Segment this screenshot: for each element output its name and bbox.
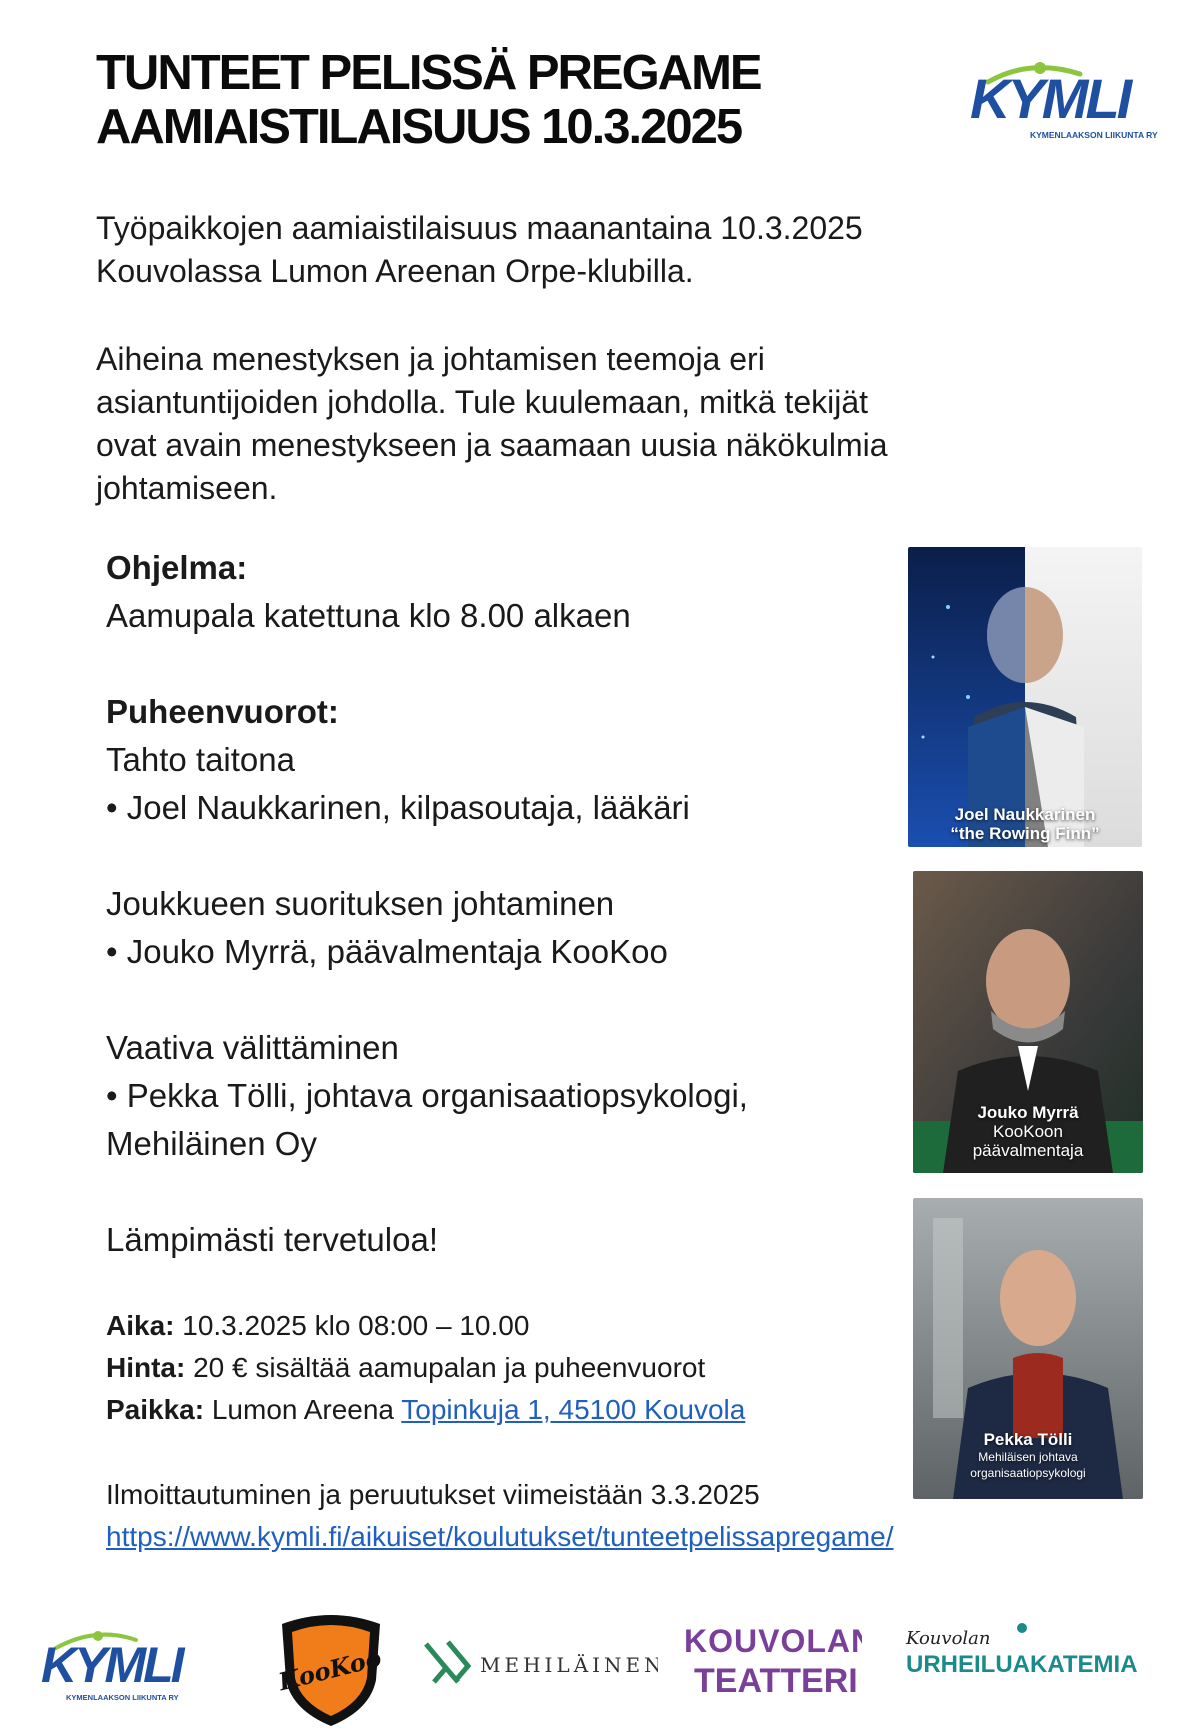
program-section bbox=[106, 544, 886, 1264]
address-link[interactable]: Topinkuja 1, 45100 Kouvola bbox=[401, 1394, 746, 1425]
footer-mehilainen-logo bbox=[418, 1632, 658, 1692]
title-line-2: AAMIAISTILAISUUS 10.3.2025 bbox=[96, 100, 742, 154]
welcome-text: Lämpimästi tervetuloa! bbox=[106, 1221, 438, 1258]
talk3-speaker: • Pekka Tölli, johtava organisaatiopsykologi, bbox=[106, 1077, 748, 1114]
pekka-caption-sub1: Mehiläisen johtava bbox=[978, 1450, 1078, 1464]
place-row bbox=[106, 1389, 906, 1431]
photo-pekka-tolli bbox=[913, 1198, 1143, 1499]
akatemia-graphic bbox=[900, 1620, 1160, 1690]
footer-kymli-word: KYMLI bbox=[41, 1637, 182, 1693]
kymli-logo bbox=[960, 52, 1180, 152]
footer-kymli-graphic bbox=[36, 1620, 226, 1710]
time-label: Aika: bbox=[106, 1310, 175, 1341]
price-value: 20 € sisältää aamupalan ja puheenvuorot bbox=[185, 1352, 706, 1383]
intro-line: Aiheina menestyksen ja johtamisen teemoja eri bbox=[96, 341, 765, 377]
footer-kouvolan-teatteri-logo bbox=[682, 1618, 862, 1708]
kookoo-shield-graphic bbox=[272, 1610, 390, 1728]
event-info bbox=[106, 1305, 906, 1431]
jouko-caption-sub2: päävalmentaja bbox=[972, 1141, 1084, 1160]
intro-paragraph-2 bbox=[96, 338, 1016, 510]
intro-paragraph-1 bbox=[96, 207, 1016, 293]
footer-urheiluakatemia-logo bbox=[900, 1620, 1160, 1690]
intro-line: ovat avain menestykseen ja saamaan uusia näkökulmia bbox=[96, 427, 888, 463]
teatteri-line1: KOUVOLAN bbox=[684, 1623, 862, 1659]
talk2-title: Joukkueen suorituksen johtaminen bbox=[106, 885, 615, 922]
akatemia-line1: Kouvolan bbox=[906, 1628, 991, 1649]
talk1-speaker: • Joel Naukkarinen, kilpasoutaja, lääkäri bbox=[106, 789, 690, 826]
joel-caption-name: Joel Naukkarinen bbox=[954, 805, 1096, 824]
program-breakfast: Aamupala katettuna klo 8.00 alkaen bbox=[106, 597, 631, 634]
page-title bbox=[96, 46, 856, 154]
talk1-title: Tahto taitona bbox=[106, 741, 295, 778]
intro-line: johtamiseen. bbox=[96, 470, 278, 506]
jouko-caption-sub1: KooKoon bbox=[993, 1122, 1063, 1141]
intro-line: Kouvolassa Lumon Areenan Orpe-klubilla. bbox=[96, 253, 694, 289]
mehilainen-graphic bbox=[418, 1632, 658, 1692]
joel-caption-sub: “the Rowing Finn” bbox=[950, 824, 1100, 843]
place-label: Paikka: bbox=[106, 1394, 205, 1425]
footer-kymli-tagline: KYMENLAAKSON LIIKUNTA RY bbox=[66, 1693, 179, 1702]
footer-kymli-logo bbox=[36, 1620, 226, 1710]
footer-kookoo-logo bbox=[272, 1610, 390, 1728]
talk2-speaker: • Jouko Myrrä, päävalmentaja KooKoo bbox=[106, 933, 668, 970]
teatteri-graphic bbox=[682, 1618, 862, 1708]
photo-joel-naukkarinen bbox=[908, 547, 1142, 847]
kymli-logo-word: KYMLI bbox=[970, 67, 1130, 130]
pekka-caption-name: Pekka Tölli bbox=[983, 1430, 1073, 1449]
kymli-logo-tagline: KYMENLAAKSON LIIKUNTA RY bbox=[1030, 130, 1158, 140]
teatteri-line2: TEATTERI bbox=[694, 1662, 858, 1700]
kymli-logo-graphic bbox=[960, 52, 1180, 152]
price-row bbox=[106, 1347, 906, 1389]
talk3-title: Vaativa välittäminen bbox=[106, 1029, 399, 1066]
price-label: Hinta: bbox=[106, 1352, 186, 1383]
registration-text: Ilmoittautuminen ja peruutukset viimeistään 3.3.2025 bbox=[106, 1479, 760, 1510]
intro-line: Työpaikkojen aamiaistilaisuus maanantaina 10.3.2025 bbox=[96, 210, 863, 246]
program-heading: Ohjelma: bbox=[106, 549, 248, 586]
time-row bbox=[106, 1305, 906, 1347]
intro-line: asiantuntijoiden johdolla. Tule kuulemaan, mitkä tekijät bbox=[96, 384, 869, 420]
akatemia-line2: URHEILUAKATEMIA bbox=[906, 1651, 1138, 1678]
mehilainen-word: MEHILÄINEN bbox=[480, 1653, 658, 1677]
talks-heading: Puheenvuorot: bbox=[106, 693, 339, 730]
jouko-caption-name: Jouko Myrrä bbox=[977, 1103, 1079, 1122]
registration-link[interactable]: https://www.kymli.fi/aikuiset/koulutukset/tunteetpelissapregame/ bbox=[106, 1521, 894, 1552]
time-value: 10.3.2025 klo 08:00 – 10.00 bbox=[174, 1310, 530, 1341]
joel-portrait-image bbox=[908, 547, 1142, 847]
title-line-1: TUNTEET PELISSÄ PREGAME bbox=[96, 46, 761, 100]
pekka-caption-sub2: organisaatiopsykologi bbox=[970, 1466, 1086, 1480]
talk3-speaker-org: Mehiläinen Oy bbox=[106, 1125, 317, 1162]
kookoo-word: KooKoo bbox=[275, 1642, 385, 1697]
place-value: Lumon Areena bbox=[204, 1394, 402, 1425]
photo-jouko-myrra bbox=[913, 871, 1143, 1173]
